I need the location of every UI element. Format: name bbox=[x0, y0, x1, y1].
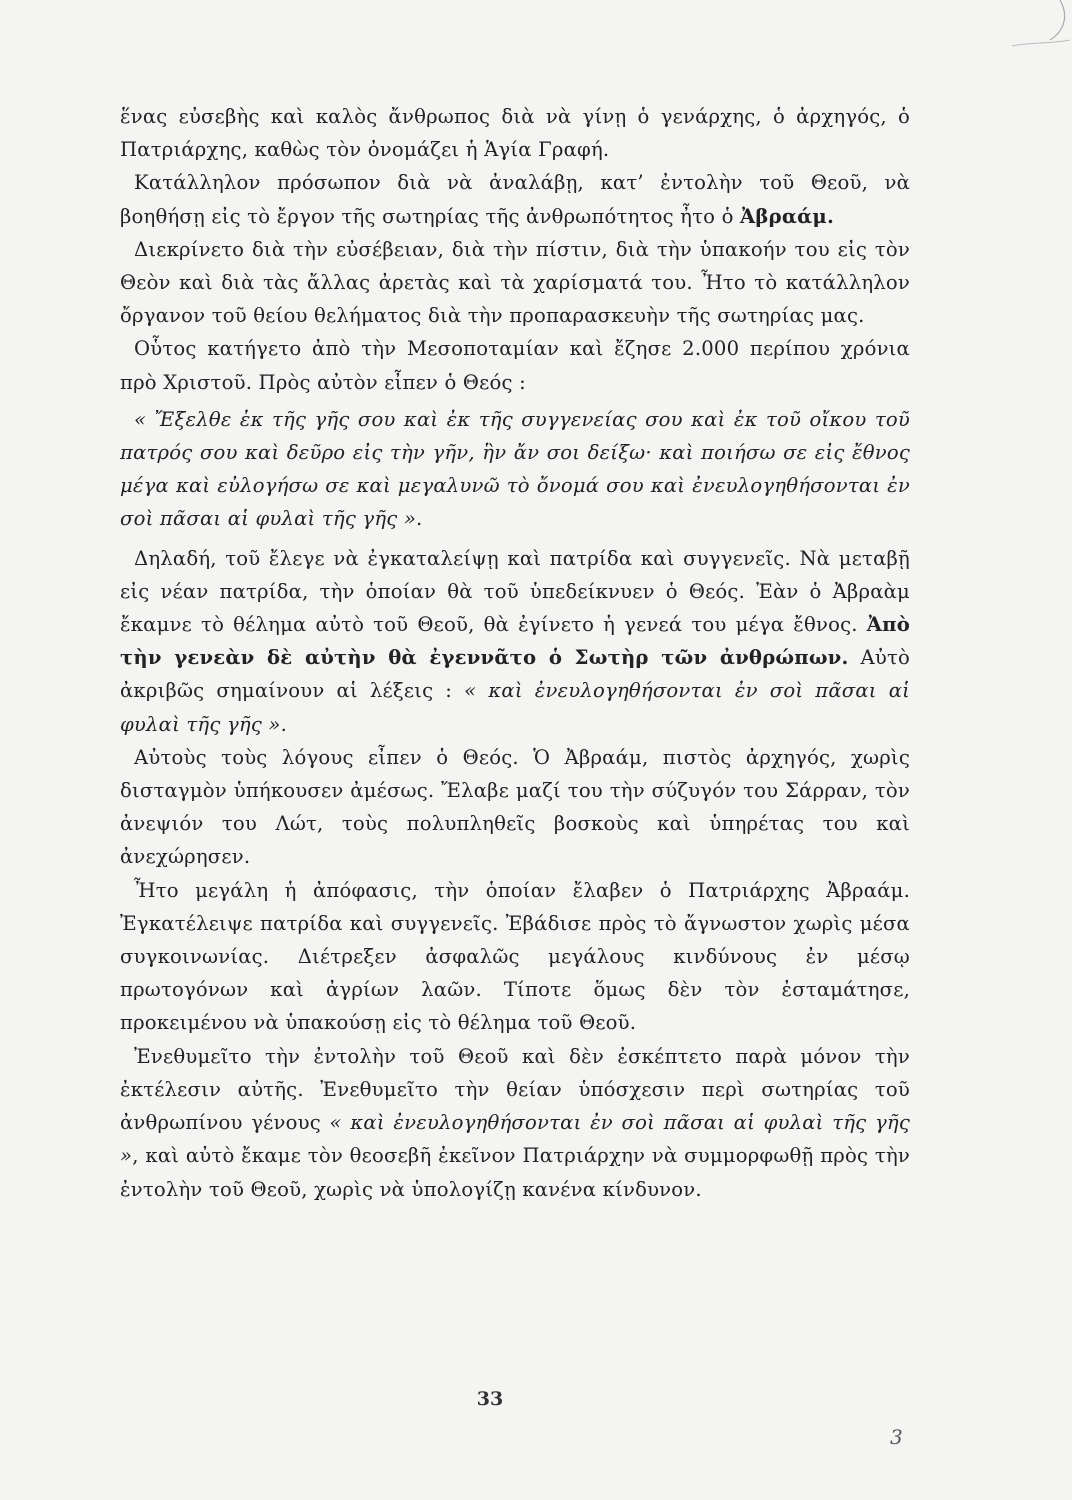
paragraph-5 bbox=[120, 542, 910, 741]
paragraph-6: Αὐτοὺς τοὺς λόγους εἶπεν ὁ Θεός. Ὁ Ἀβραάμ, πιστὸς ἀρχηγός, χωρὶς δισταγμὸν ὑπήκουσεν ἀμέσως. Ἔλαβε μαζί του τὴν σύζυγόν του Σάρραν, τὸν ἀνεψιόν του Λώτ, τοὺς πολυπληθεῖς βοσκοὺς καὶ ὑπηρέτας του καὶ ἀνεχώρησεν. bbox=[120, 745, 910, 869]
paragraph-8-text-a: Ἐνεθυμεῖτο τὴν ἐντολὴν τοῦ Θεοῦ καὶ δὲν ἐσκέπτετο παρὰ μόνον τὴν ἐκτέλεσιν αὐτῆς. Ἐνεθυμεῖτο τὴν θείαν ὑπόσχεσιν περὶ σωτηρίας τοῦ ἀνθρωπίνου γένους bbox=[120, 1044, 910, 1135]
paragraph-2-text: Κατάλληλον πρόσωπον διὰ νὰ ἀναλάβῃ, κατ’ ἐντολὴν τοῦ Θεοῦ, νὰ βοηθήσῃ εἰς τὸ ἔργον τῆς σωτηρίας τῆς ἀνθρωπότητος ἦτο ὁ bbox=[120, 171, 910, 228]
abraam-name: Ἀβραάμ. bbox=[740, 204, 834, 228]
paragraph-8 bbox=[120, 1040, 910, 1206]
paragraph-1: ἕνας εὐσεβὴς καὶ καλὸς ἄνθρωπος διὰ νὰ γίνῃ ὁ γενάρχης, ὁ ἀρχηγός, ὁ Πατριάρχης, καθὼς τὸν ὀνομάζει ἡ Ἁγία Γραφή. bbox=[120, 105, 910, 162]
paragraph-8-italic: « καὶ ἐνευλογηθήσονται ἐν σοὶ πᾶσαι αἱ φυλαὶ τῆς γῆς » bbox=[120, 1111, 911, 1168]
body-text bbox=[120, 100, 910, 1206]
paragraph-3: Διεκρίνετο διὰ τὴν εὐσέβειαν, διὰ τὴν πίστιν, διὰ τὴν ὑπακοήν του εἰς τὸν Θεὸν καὶ διὰ τὰς ἄλλας ἀρετὰς καὶ τὰ χαρίσματά του. Ἦτο τὸ κατάλληλον ὄργανον τοῦ θείου θελήματος διὰ τὴν προπαρασκευὴν τῆς σωτηρίας μας. bbox=[120, 237, 910, 328]
paragraph-5-text-a: Δηλαδή, τοῦ ἔλεγε νὰ ἐγκαταλείψῃ καὶ πατρίδα καὶ συγγενεῖς. Νὰ μεταβῇ εἰς νέαν πατρίδα, τὴν ὁποίαν θὰ τοῦ ὑπεδείκνυεν ὁ Θεός. Ἐὰν ὁ Ἀβραὰμ ἔκαμνε τὸ θέλημα αὐτὸ τοῦ Θεοῦ, θὰ ἐγίνετο ἡ γενεά του μέγα ἔθνος. bbox=[120, 546, 910, 637]
paragraph-5-text-b: Αὐτὸ ἀκριβῶς σημαίνουν αἱ λέξεις : bbox=[120, 646, 910, 703]
page-number: 33 bbox=[476, 1388, 504, 1410]
paragraph-4: Οὗτος κατήγετο ἀπὸ τὴν Μεσοποταμίαν καὶ ἔζησε 2.000 περίπου χρόνια πρὸ Χριστοῦ. Πρὸς αὐτὸν εἶπεν ὁ Θεός : bbox=[120, 337, 910, 394]
sheet-number: 3 bbox=[890, 1425, 903, 1449]
paragraph-7: Ἦτο μεγάλη ἡ ἀπόφασις, τὴν ὁποίαν ἔλαβεν ὁ Πατριάρχης Ἀβραάμ. Ἐγκατέλειψε πατρίδα καὶ συγγενεῖς. Ἐβάδισε πρὸς τὸ ἄγνωστον χωρὶς μέσα συγκοινωνίας. Διέτρεξεν ἀσφαλῶς μεγάλους κινδύνους ἐν μέσῳ πρωτογόνων καὶ ἀγρίων λαῶν. Τίποτε ὅμως δὲν τὸν ἐσταμάτησε, προκειμένου νὰ ὑπακούσῃ εἰς τὸ θέλημα τοῦ Θεοῦ. bbox=[120, 878, 910, 1035]
paragraph-5-italic: « καὶ ἐνευλογηθήσονται ἐν σοὶ πᾶσαι αἱ φυλαὶ τῆς γῆς ». bbox=[120, 679, 911, 736]
scripture-quote: « Ἔξελθε ἐκ τῆς γῆς σου καὶ ἐκ τῆς συγγενείας σου καὶ ἐκ τοῦ οἴκου τοῦ πατρός σου καὶ δεῦρο εἰς τὴν γῆν, ἣν ἄν σοι δείξω· καὶ ποιήσω σε εἰς ἔθνος μέγα καὶ εὐλογήσω σε καὶ μεγαλυνῶ τὸ ὄνομά σου καὶ ἐνευλογηθήσονται ἐν σοὶ πᾶσαι αἱ φυλαὶ τῆς γῆς ». bbox=[120, 407, 910, 531]
paragraph-2 bbox=[120, 166, 910, 232]
corner-pencil-mark bbox=[1010, 0, 1072, 50]
paragraph-8-text-b: , καὶ αὐτὸ ἔκαμε τὸν θεοσεβῆ ἐκεῖνον Πατριάρχην νὰ συμμορφωθῇ πρὸς τὴν ἐντολὴν τοῦ Θεοῦ, χωρὶς νὰ ὑπολογίζῃ κανένα κίνδυνον. bbox=[120, 1144, 910, 1201]
paragraph-5-bold: Ἀπὸ τὴν γενεὰν δὲ αὐτὴν θὰ ἐγεννᾶτο ὁ Σωτὴρ τῶν ἀνθρώπων. bbox=[120, 613, 910, 670]
